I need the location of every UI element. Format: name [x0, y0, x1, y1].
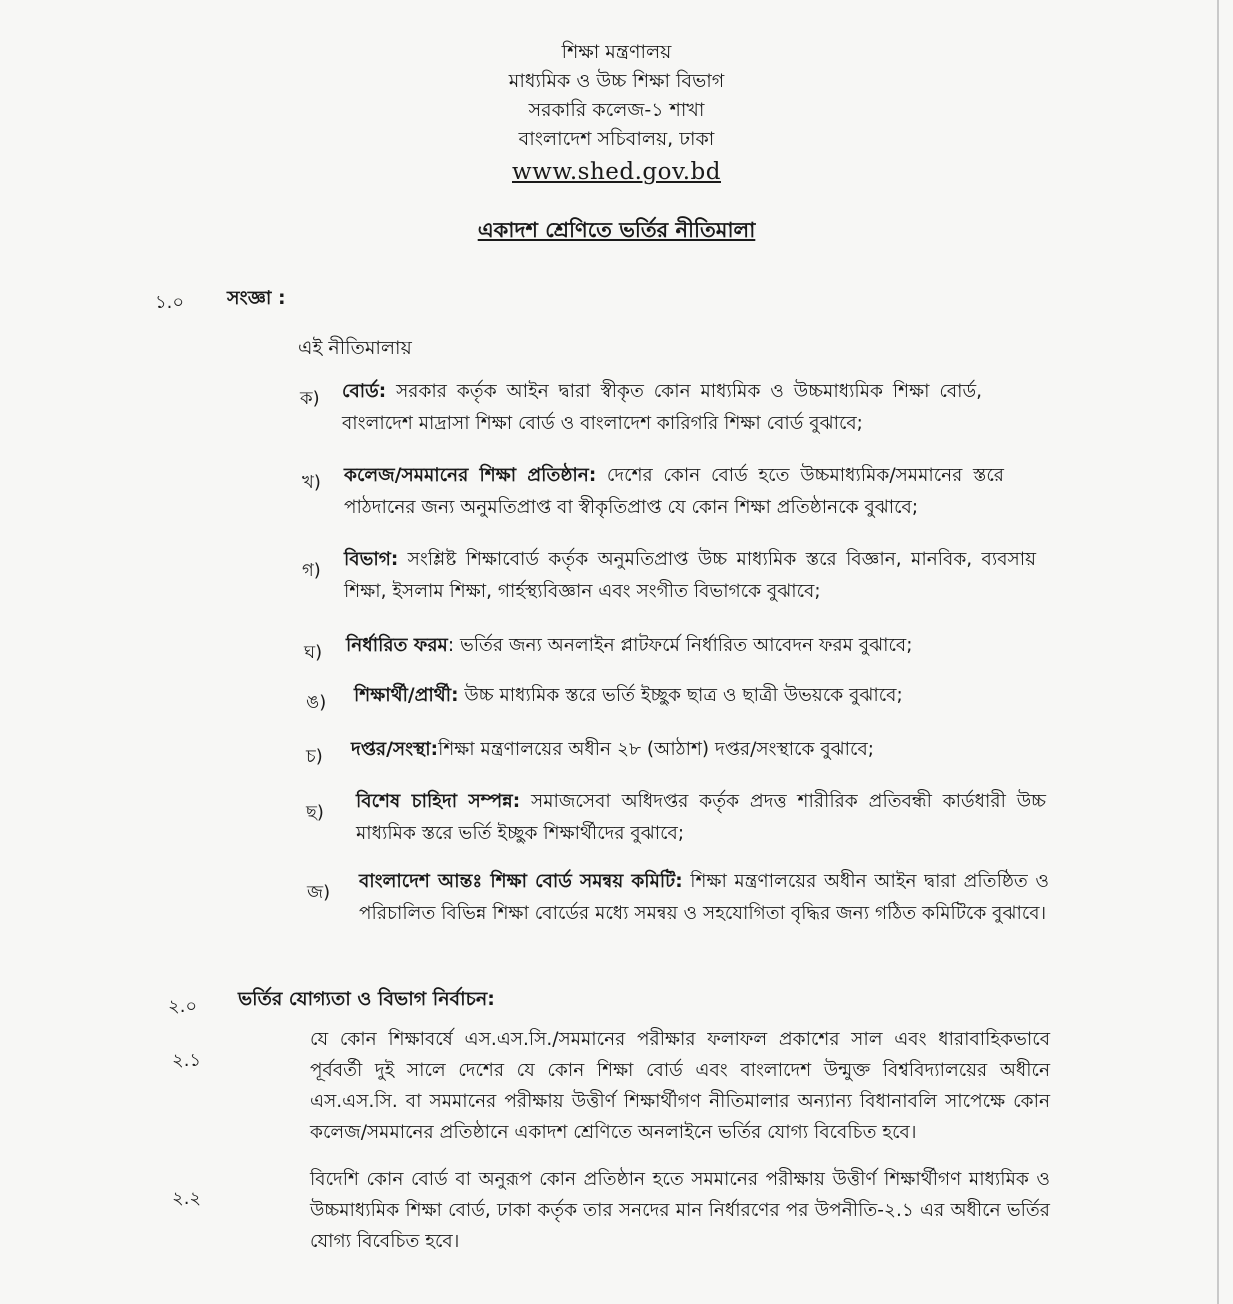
item-text: শিক্ষা মন্ত্রণালয়ের অধীন ২৮ (আঠাশ) দপ্তর/সংস্থাকে বুঝাবে; — [438, 739, 874, 760]
section-1-number: ১.০ — [155, 292, 185, 313]
item-term: বিশেষ চাহিদা সম্পন্ন: — [356, 791, 521, 812]
item-text: : ভর্তির জন্য অনলাইন প্লাটফর্মে নির্ধারিত আবেদন ফরম বুঝাবে; — [447, 635, 913, 656]
letterhead — [0, 38, 1233, 188]
website-link[interactable]: www.shed.gov.bd — [512, 159, 721, 185]
item-term: বোর্ড: — [342, 381, 387, 402]
item-mark: চ) — [306, 746, 323, 767]
item-text: সংশ্লিষ্ট শিক্ষাবোর্ড কর্তৃক অনুমতিপ্রাপ্ত উচ্চ মাধ্যমিক স্তরে বিজ্ঞান, মানবিক, ব্যবসায় শিক্ষা, ইসলাম শিক্ষা, গার্হস্থ্যবিজ্ঞান এবং সংগীত বিভাগকে বুঝাবে; — [344, 549, 1036, 602]
section-1-heading: সংজ্ঞা : — [227, 287, 286, 309]
item-body — [356, 786, 1046, 850]
item-text: সরকার কর্তৃক আইন দ্বারা স্বীকৃত কোন মাধ্যমিক ও উচ্চমাধ্যমিক শিক্ষা বোর্ড, বাংলাদেশ মাদ্রাসা শিক্ষা বোর্ড ও বাংলাদেশ কারিগরি শিক্ষা বোর্ড বুঝাবে; — [342, 381, 982, 434]
item-mark: খ) — [302, 472, 321, 493]
item-text: শিক্ষা মন্ত্রণালয়ের অধীন আইন দ্বারা প্রতিষ্ঠিত ও পরিচালিত বিভিন্ন শিক্ষা বোর্ডের মধ্যে সমন্বয় ও সহযোগিতা বৃদ্ধির জন্য গঠিত কমিটিকে বুঝাবে। — [359, 871, 1049, 924]
item-body — [342, 376, 982, 440]
section-1-intro: এই নীতিমালায় — [298, 337, 412, 359]
clause-2-2-number: ২.২ — [172, 1188, 202, 1209]
item-text: দেশের কোন বোর্ড হতে উচ্চমাধ্যমিক/সমমানের স্তরে পাঠদানের জন্য অনুমতিপ্রাপ্ত বা স্বীকৃতিপ্রাপ্ত যে কোন শিক্ষা প্রতিষ্ঠানকে বুঝাবে; — [344, 465, 1004, 518]
item-mark: গ) — [302, 560, 321, 581]
item-term: নির্ধারিত ফরম — [346, 635, 448, 656]
item-mark: ক) — [300, 388, 320, 409]
item-text: উচ্চ মাধ্যমিক স্তরে ভর্তি ইচ্ছুক ছাত্র ও ছাত্রী উভয়কে বুঝাবে; — [458, 685, 903, 706]
ministry-name: শিক্ষা মন্ত্রণালয় — [561, 41, 672, 63]
item-term: দপ্তর/সংস্থা: — [351, 739, 439, 760]
item-term: বিভাগ: — [344, 549, 399, 570]
item-mark: ঙ) — [306, 692, 327, 713]
item-body — [344, 544, 1036, 608]
item-body — [351, 734, 991, 766]
office-location: বাংলাদেশ সচিবালয়, ঢাকা — [518, 128, 715, 150]
section-2-heading: ভর্তির যোগ্যতা ও বিভাগ নির্বাচন: — [238, 988, 495, 1010]
clause-2-1-number: ২.১ — [172, 1050, 202, 1071]
scan-edge-line — [1217, 0, 1219, 1304]
item-term: কলেজ/সমমানের শিক্ষা প্রতিষ্ঠান: — [344, 465, 597, 486]
clause-2-1-text: যে কোন শিক্ষাবর্ষে এস.এস.সি./সমমানের পরীক্ষার ফলাফল প্রকাশের সাল এবং ধারাবাহিকভাবে পূর্ববর্তী দুই সালে দেশের যে কোন শিক্ষা বোর্ড এবং বাংলাদেশ উন্মুক্ত বিশ্ববিদ্যালয়ের অধীনে এস.এস.সি. বা সমমানের পরীক্ষায় উত্তীর্ণ শিক্ষার্থীগণ নীতিমালার অন্যান্য বিধানাবলি সাপেক্ষে কোন কলেজ/সমমানের প্রতিষ্ঠানে একাদশ শ্রেণিতে অনলাইনে ভর্তির যোগ্য বিবেচিত হবে। — [310, 1029, 1050, 1143]
item-term: বাংলাদেশ আন্তঃ শিক্ষা বোর্ড সমন্বয় কমিটি: — [359, 871, 683, 892]
section-2-number: ২.০ — [168, 996, 198, 1017]
item-mark: জ) — [307, 882, 331, 903]
item-mark: ছ) — [306, 802, 324, 823]
item-body — [354, 680, 994, 712]
item-term: শিক্ষার্থী/প্রার্থী: — [354, 685, 459, 706]
item-text: সমাজসেবা অধিদপ্তর কর্তৃক প্রদত্ত শারীরিক প্রতিবন্ধী কার্ডধারী উচ্চ মাধ্যমিক স্তরে ভর্তি ইচ্ছুক শিক্ষার্থীদের বুঝাবে; — [356, 791, 1046, 844]
clause-2-2-text: বিদেশি কোন বোর্ড বা অনুরূপ কোন প্রতিষ্ঠান হতে সমমানের পরীক্ষায় উত্তীর্ণ শিক্ষার্থীগণ মাধ্যমিক ও উচ্চমাধ্যমিক শিক্ষা বোর্ড, ঢাকা কর্তৃক তার সনদের মান নির্ধারণের পর উপনীতি-২.১ এর অধীনে ভর্তির যোগ্য বিবেচিত হবে। — [310, 1169, 1050, 1252]
item-body — [346, 630, 986, 662]
branch-name: সরকারি কলেজ-১ শাখা — [528, 99, 705, 121]
division-name: মাধ্যমিক ও উচ্চ শিক্ষা বিভাগ — [508, 70, 725, 92]
item-body — [344, 460, 1004, 524]
item-mark: ঘ) — [304, 642, 323, 663]
document-title: একাদশ শ্রেণিতে ভর্তির নীতিমালা — [477, 218, 756, 242]
item-body — [359, 866, 1049, 930]
